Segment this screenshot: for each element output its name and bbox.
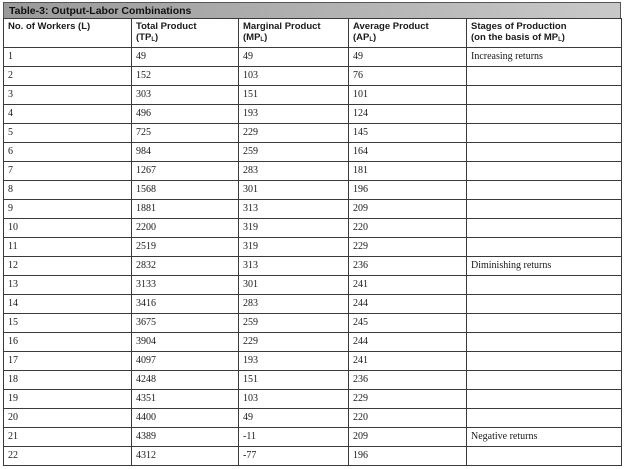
- total-product-cell: 984: [132, 143, 239, 162]
- header-total-product: [132, 19, 239, 48]
- average-product-cell: 229: [349, 238, 467, 257]
- stage-cell: [467, 390, 622, 409]
- marginal-product-cell: 103: [239, 67, 349, 86]
- table-row: [4, 276, 622, 295]
- abbr-close: ): [561, 32, 565, 43]
- workers-cell: 20: [4, 409, 132, 428]
- average-product-cell: 236: [349, 257, 467, 276]
- table-row: [4, 48, 622, 67]
- marginal-product-cell: 301: [239, 276, 349, 295]
- header-stages-basis: [471, 32, 621, 46]
- total-product-cell: 2519: [132, 238, 239, 257]
- stage-cell: [467, 447, 622, 466]
- stage-cell: [467, 143, 622, 162]
- marginal-product-cell: 193: [239, 352, 349, 371]
- table-row: [4, 352, 622, 371]
- marginal-product-cell: 259: [239, 143, 349, 162]
- total-product-cell: 1568: [132, 181, 239, 200]
- total-product-cell: 152: [132, 67, 239, 86]
- stage-cell: [467, 181, 622, 200]
- table-row: [4, 409, 622, 428]
- table-row: [4, 162, 622, 181]
- marginal-product-cell: 229: [239, 333, 349, 352]
- total-product-cell: 3416: [132, 295, 239, 314]
- stage-cell: Negative returns: [467, 428, 622, 447]
- output-labor-table: [3, 18, 622, 466]
- stage-cell: [467, 314, 622, 333]
- header-total-product-abbr: [136, 32, 238, 46]
- workers-cell: 11: [4, 238, 132, 257]
- stage-cell: [467, 276, 622, 295]
- stage-cell: [467, 162, 622, 181]
- average-product-cell: 196: [349, 181, 467, 200]
- header-average-product-abbr: [353, 32, 466, 46]
- average-product-cell: 101: [349, 86, 467, 105]
- header-stages: [467, 19, 622, 48]
- abbr-sub: L: [260, 37, 265, 43]
- average-product-cell: 209: [349, 200, 467, 219]
- workers-cell: 1: [4, 48, 132, 67]
- workers-cell: 5: [4, 124, 132, 143]
- total-product-cell: 4400: [132, 409, 239, 428]
- abbr-close: ): [154, 32, 159, 43]
- table-row: [4, 314, 622, 333]
- average-product-cell: 241: [349, 276, 467, 295]
- table-row: [4, 238, 622, 257]
- table-row: [4, 333, 622, 352]
- average-product-cell: 196: [349, 447, 467, 466]
- total-product-cell: 1881: [132, 200, 239, 219]
- average-product-cell: 245: [349, 314, 467, 333]
- marginal-product-cell: 319: [239, 219, 349, 238]
- table-row: [4, 105, 622, 124]
- workers-cell: 8: [4, 181, 132, 200]
- total-product-cell: 3133: [132, 276, 239, 295]
- abbr-open: (AP: [353, 32, 370, 43]
- average-product-cell: 181: [349, 162, 467, 181]
- abbr-close: ): [373, 32, 377, 43]
- header-average-product-label: Average Product: [353, 21, 429, 32]
- abbr-close: ): [264, 32, 268, 43]
- table-title: Table-3: Output-Labor Combinations: [3, 2, 621, 18]
- total-product-cell: 4389: [132, 428, 239, 447]
- stage-cell: [467, 409, 622, 428]
- stage-cell: Increasing returns: [467, 48, 622, 67]
- total-product-cell: 2200: [132, 219, 239, 238]
- marginal-product-cell: 103: [239, 390, 349, 409]
- header-marginal-product-label: Marginal Product: [243, 21, 321, 32]
- abbr-sub: L: [558, 37, 562, 43]
- marginal-product-cell: 151: [239, 371, 349, 390]
- header-workers: [4, 19, 132, 48]
- workers-cell: 22: [4, 447, 132, 466]
- total-product-cell: 4097: [132, 352, 239, 371]
- header-row: [4, 19, 622, 48]
- header-average-product: [349, 19, 467, 48]
- table-row: [4, 67, 622, 86]
- abbr-open: (MP: [243, 32, 261, 43]
- marginal-product-cell: 151: [239, 86, 349, 105]
- marginal-product-cell: 313: [239, 257, 349, 276]
- average-product-cell: 49: [349, 48, 467, 67]
- workers-cell: 17: [4, 352, 132, 371]
- stage-cell: [467, 352, 622, 371]
- workers-cell: 7: [4, 162, 132, 181]
- stage-cell: [467, 238, 622, 257]
- total-product-cell: 3904: [132, 333, 239, 352]
- marginal-product-cell: 283: [239, 295, 349, 314]
- average-product-cell: 209: [349, 428, 467, 447]
- marginal-product-cell: 193: [239, 105, 349, 124]
- table-row: [4, 86, 622, 105]
- header-workers-label: No. of Workers (L): [8, 21, 91, 32]
- total-product-cell: 4312: [132, 447, 239, 466]
- total-product-cell: 303: [132, 86, 239, 105]
- table-row: [4, 124, 622, 143]
- stage-cell: [467, 219, 622, 238]
- table-row: [4, 295, 622, 314]
- marginal-product-cell: 301: [239, 181, 349, 200]
- marginal-product-cell: 259: [239, 314, 349, 333]
- workers-cell: 4: [4, 105, 132, 124]
- marginal-product-cell: 283: [239, 162, 349, 181]
- marginal-product-cell: -77: [239, 447, 349, 466]
- marginal-product-cell: 319: [239, 238, 349, 257]
- workers-cell: 2: [4, 67, 132, 86]
- table-row: [4, 447, 622, 466]
- average-product-cell: 220: [349, 409, 467, 428]
- workers-cell: 21: [4, 428, 132, 447]
- workers-cell: 14: [4, 295, 132, 314]
- table-row: [4, 219, 622, 238]
- table-row: [4, 390, 622, 409]
- stage-cell: [467, 105, 622, 124]
- stage-cell: [467, 333, 622, 352]
- workers-cell: 13: [4, 276, 132, 295]
- stage-cell: [467, 124, 622, 143]
- average-product-cell: 220: [349, 219, 467, 238]
- abbr-open: (on the basis of MP: [471, 32, 559, 43]
- marginal-product-cell: 313: [239, 200, 349, 219]
- table-row: [4, 181, 622, 200]
- total-product-cell: 4351: [132, 390, 239, 409]
- average-product-cell: 229: [349, 390, 467, 409]
- header-marginal-product: [239, 19, 349, 48]
- marginal-product-cell: 49: [239, 409, 349, 428]
- workers-cell: 19: [4, 390, 132, 409]
- average-product-cell: 124: [349, 105, 467, 124]
- stage-cell: [467, 371, 622, 390]
- table-body: [4, 48, 622, 466]
- table-row: [4, 257, 622, 276]
- header-marginal-product-abbr: [243, 32, 348, 46]
- workers-cell: 18: [4, 371, 132, 390]
- table-row: [4, 200, 622, 219]
- stage-cell: [467, 67, 622, 86]
- average-product-cell: 236: [349, 371, 467, 390]
- stage-cell: Diminishing returns: [467, 257, 622, 276]
- average-product-cell: 244: [349, 295, 467, 314]
- workers-cell: 3: [4, 86, 132, 105]
- marginal-product-cell: -11: [239, 428, 349, 447]
- table-row: [4, 143, 622, 162]
- abbr-open: (TP: [136, 32, 152, 43]
- output-labor-table-figure: [3, 2, 621, 467]
- abbr-sub: L: [151, 37, 155, 43]
- average-product-cell: 76: [349, 67, 467, 86]
- average-product-cell: 241: [349, 352, 467, 371]
- stage-cell: [467, 200, 622, 219]
- workers-cell: 6: [4, 143, 132, 162]
- workers-cell: 16: [4, 333, 132, 352]
- abbr-sub: L: [369, 37, 374, 43]
- marginal-product-cell: 229: [239, 124, 349, 143]
- total-product-cell: 3675: [132, 314, 239, 333]
- total-product-cell: 49: [132, 48, 239, 67]
- total-product-cell: 4248: [132, 371, 239, 390]
- workers-cell: 10: [4, 219, 132, 238]
- total-product-cell: 496: [132, 105, 239, 124]
- total-product-cell: 2832: [132, 257, 239, 276]
- workers-cell: 9: [4, 200, 132, 219]
- stage-cell: [467, 86, 622, 105]
- workers-cell: 12: [4, 257, 132, 276]
- total-product-cell: 725: [132, 124, 239, 143]
- table-row: [4, 371, 622, 390]
- average-product-cell: 244: [349, 333, 467, 352]
- header-total-product-label: Total Product: [136, 21, 197, 32]
- workers-cell: 15: [4, 314, 132, 333]
- average-product-cell: 164: [349, 143, 467, 162]
- table-row: [4, 428, 622, 447]
- total-product-cell: 1267: [132, 162, 239, 181]
- marginal-product-cell: 49: [239, 48, 349, 67]
- average-product-cell: 145: [349, 124, 467, 143]
- header-stages-label: Stages of Production: [471, 21, 567, 32]
- stage-cell: [467, 295, 622, 314]
